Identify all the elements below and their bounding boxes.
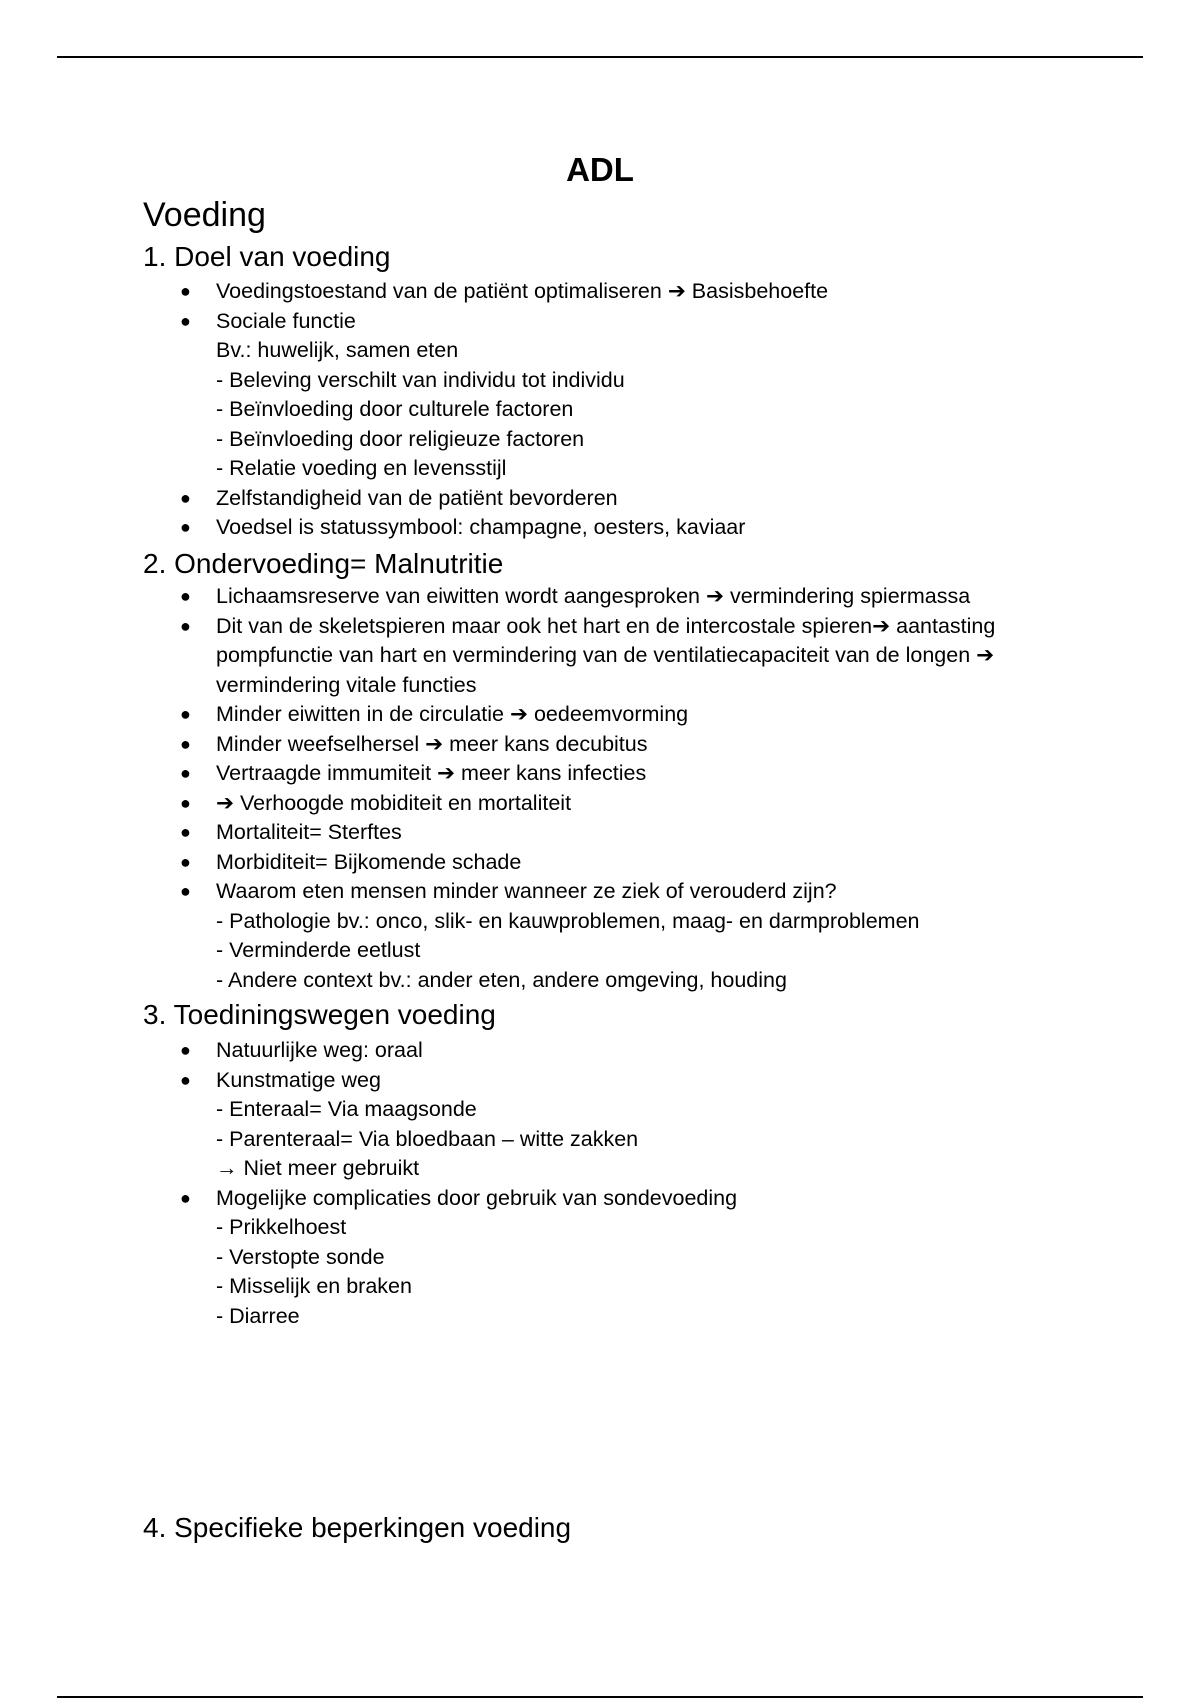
chapter-heading: Voeding (143, 196, 266, 234)
section-1-list (0, 277, 1046, 543)
list-item: ● Minder weefselhersel ➔ meer kans decubitus (0, 730, 1046, 760)
list-item: ● Kunstmatige weg - Enteraal= Via maagsonde - Parenteraal= Via bloedbaan – witte zakken → Niet meer gebruikt (180, 1067, 639, 1180)
list-item: ● Vertraagde immumiteit ➔ meer kans infecties (0, 759, 1046, 789)
header-rule (57, 56, 1143, 58)
bullet-icon: ● (180, 763, 191, 783)
list-item: ● Mogelijke complicaties door gebruik van sondevoeding - Prikkelhoest - Verstopte sonde - Misselijk en braken - Diarree (180, 1185, 738, 1328)
list-item: ● Minder eiwitten in de circulatie ➔ oedeemvorming (0, 700, 1046, 730)
section-heading-4: 4. Specifieke beperkingen voeding (143, 1512, 572, 1543)
section-2-list (0, 582, 1046, 995)
bullet-icon: ● (180, 792, 191, 813)
list-item: ● ➔ Verhoogde mobiditeit en mortaliteit (0, 789, 1046, 819)
list-item: ● Morbiditeit= Bijkomende schade (0, 848, 1046, 878)
bullet-icon: ● (180, 586, 191, 606)
bullet-icon: ● (180, 1040, 191, 1060)
list-item: ● Sociale functie Bv.: huwelijk, samen eten - Beleving verschilt van individu tot individu - Beïnvloeding door culturele factoren - Beïnvloeding door religieuze factoren - Relatie voeding en levensstijl (180, 308, 625, 480)
list-item: ● Zelfstandigheid van de patiënt bevorderen (0, 484, 1046, 514)
section-heading-2: 2. Ondervoeding= Malnutritie (143, 548, 504, 579)
list-item: ● Mortaliteit= Sterftes (0, 818, 1046, 848)
list-item: ● Dit van de skeletspieren maar ook het hart en de intercostale spieren➔ aantasting pompfunctie van hart en vermindering van de ventilatiecapaciteit van de longen ➔ vermindering vitale functies (180, 613, 996, 697)
bullet-icon: ● (180, 733, 191, 754)
document-title: ADL (566, 151, 634, 188)
bullet-icon: ● (180, 1069, 191, 1090)
bullet-icon: ● (180, 881, 191, 901)
list-item: ● Waarom eten mensen minder wanneer ze ziek of verouderd zijn? - Pathologie bv.: onco, slik- en kauwproblemen, maag- en darmproblemen - Verminderde eetlust - Andere context bv.: ander eten, andere omgeving, houding (180, 879, 920, 992)
bullet-icon: ● (180, 517, 191, 537)
bullet-icon: ● (180, 615, 191, 636)
bullet-icon: ● (180, 281, 191, 301)
bullet-icon: ● (180, 1187, 191, 1208)
footer-rule (57, 1696, 1143, 1698)
section-heading-1: 1. Doel van voeding (143, 241, 391, 272)
section-3-list (0, 1036, 1046, 1331)
list-item: ● Voedingstoestand van de patiënt optimaliseren ➔ Basisbehoefte (0, 277, 1046, 307)
list-item: ● Voedsel is statussymbool: champagne, oesters, kaviaar (0, 513, 1046, 543)
bullet-icon: ● (180, 822, 191, 842)
section-heading-3: 3. Toediningswegen voeding (143, 999, 496, 1030)
bullet-icon: ● (180, 704, 191, 724)
list-item: ● Lichaamsreserve van eiwitten wordt aangesproken ➔ vermindering spiermassa (0, 582, 1046, 612)
bullet-icon: ● (180, 851, 191, 872)
bullet-icon: ● (180, 310, 191, 331)
bullet-icon: ● (180, 487, 191, 508)
list-item: ● Natuurlijke weg: oraal (0, 1036, 1046, 1066)
